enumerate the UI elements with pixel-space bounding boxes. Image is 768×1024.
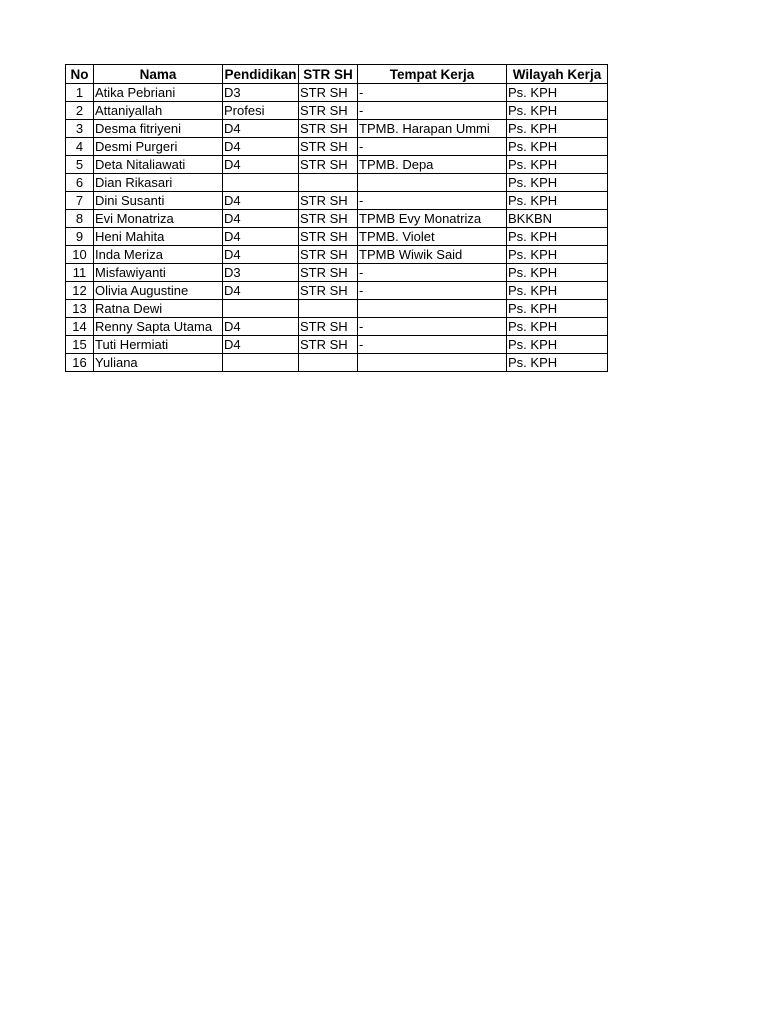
header-str-sh: STR SH bbox=[299, 65, 358, 84]
table-row bbox=[66, 210, 608, 228]
cell-tempat-kerja: - bbox=[358, 264, 507, 282]
cell-str-sh bbox=[299, 174, 358, 192]
cell-tempat-kerja: - bbox=[358, 318, 507, 336]
table-row bbox=[66, 336, 608, 354]
data-table bbox=[65, 64, 608, 372]
cell-tempat-kerja: - bbox=[358, 282, 507, 300]
cell-str-sh: STR SH bbox=[299, 318, 358, 336]
cell-nama: Yuliana bbox=[94, 354, 223, 372]
cell-str-sh: STR SH bbox=[299, 192, 358, 210]
cell-no: 5 bbox=[66, 156, 94, 174]
cell-wilayah-kerja: Ps. KPH bbox=[507, 246, 608, 264]
cell-tempat-kerja bbox=[358, 174, 507, 192]
cell-no: 7 bbox=[66, 192, 94, 210]
table-body bbox=[66, 84, 608, 372]
cell-str-sh: STR SH bbox=[299, 282, 358, 300]
cell-pendidikan bbox=[223, 354, 299, 372]
cell-tempat-kerja: - bbox=[358, 138, 507, 156]
cell-tempat-kerja: - bbox=[358, 192, 507, 210]
cell-str-sh: STR SH bbox=[299, 264, 358, 282]
cell-pendidikan: D3 bbox=[223, 84, 299, 102]
header-no: No bbox=[66, 65, 94, 84]
cell-pendidikan bbox=[223, 174, 299, 192]
table-header bbox=[66, 65, 608, 84]
cell-no: 15 bbox=[66, 336, 94, 354]
table-row bbox=[66, 192, 608, 210]
cell-nama: Inda Meriza bbox=[94, 246, 223, 264]
table-row bbox=[66, 102, 608, 120]
cell-wilayah-kerja: Ps. KPH bbox=[507, 102, 608, 120]
table-row bbox=[66, 354, 608, 372]
cell-pendidikan: D3 bbox=[223, 264, 299, 282]
cell-str-sh: STR SH bbox=[299, 84, 358, 102]
cell-nama: Tuti Hermiati bbox=[94, 336, 223, 354]
cell-pendidikan: D4 bbox=[223, 318, 299, 336]
table-row bbox=[66, 264, 608, 282]
table-row bbox=[66, 300, 608, 318]
cell-nama: Renny Sapta Utama bbox=[94, 318, 223, 336]
cell-str-sh: STR SH bbox=[299, 246, 358, 264]
cell-tempat-kerja bbox=[358, 300, 507, 318]
cell-pendidikan: D4 bbox=[223, 336, 299, 354]
cell-no: 10 bbox=[66, 246, 94, 264]
cell-pendidikan: D4 bbox=[223, 192, 299, 210]
cell-no: 12 bbox=[66, 282, 94, 300]
cell-no: 8 bbox=[66, 210, 94, 228]
table-row bbox=[66, 120, 608, 138]
cell-nama: Misfawiyanti bbox=[94, 264, 223, 282]
cell-no: 6 bbox=[66, 174, 94, 192]
table-row bbox=[66, 318, 608, 336]
cell-nama: Attaniyallah bbox=[94, 102, 223, 120]
cell-wilayah-kerja: Ps. KPH bbox=[507, 354, 608, 372]
cell-tempat-kerja: TPMB Evy Monatriza bbox=[358, 210, 507, 228]
cell-tempat-kerja: TPMB. Violet bbox=[358, 228, 507, 246]
cell-str-sh: STR SH bbox=[299, 210, 358, 228]
cell-wilayah-kerja: Ps. KPH bbox=[507, 318, 608, 336]
cell-wilayah-kerja: Ps. KPH bbox=[507, 84, 608, 102]
cell-nama: Deta Nitaliawati bbox=[94, 156, 223, 174]
cell-no: 9 bbox=[66, 228, 94, 246]
table-row bbox=[66, 156, 608, 174]
cell-wilayah-kerja: Ps. KPH bbox=[507, 174, 608, 192]
cell-wilayah-kerja: Ps. KPH bbox=[507, 282, 608, 300]
cell-no: 4 bbox=[66, 138, 94, 156]
header-row bbox=[66, 65, 608, 84]
cell-no: 11 bbox=[66, 264, 94, 282]
cell-pendidikan: D4 bbox=[223, 228, 299, 246]
header-pendidikan: Pendidikan bbox=[224, 66, 297, 82]
cell-wilayah-kerja: Ps. KPH bbox=[507, 138, 608, 156]
cell-nama: Desma fitriyeni bbox=[94, 120, 223, 138]
cell-wilayah-kerja: Ps. KPH bbox=[507, 120, 608, 138]
cell-tempat-kerja: TPMB. Depa bbox=[358, 156, 507, 174]
table-row bbox=[66, 246, 608, 264]
cell-str-sh bbox=[299, 354, 358, 372]
cell-nama: Atika Pebriani bbox=[94, 84, 223, 102]
cell-pendidikan: D4 bbox=[223, 138, 299, 156]
cell-str-sh: STR SH bbox=[299, 120, 358, 138]
header-tempat-kerja: Tempat Kerja bbox=[358, 65, 507, 84]
cell-nama: Dini Susanti bbox=[94, 192, 223, 210]
cell-wilayah-kerja: BKKBN bbox=[507, 210, 608, 228]
cell-str-sh bbox=[299, 300, 358, 318]
cell-wilayah-kerja: Ps. KPH bbox=[507, 156, 608, 174]
cell-pendidikan: D4 bbox=[223, 156, 299, 174]
cell-tempat-kerja bbox=[358, 354, 507, 372]
cell-nama: Evi Monatriza bbox=[94, 210, 223, 228]
cell-pendidikan: D4 bbox=[223, 282, 299, 300]
cell-pendidikan: D4 bbox=[223, 246, 299, 264]
table-row bbox=[66, 228, 608, 246]
cell-wilayah-kerja: Ps. KPH bbox=[507, 264, 608, 282]
cell-nama: Olivia Augustine bbox=[94, 282, 223, 300]
cell-wilayah-kerja: Ps. KPH bbox=[507, 192, 608, 210]
cell-nama: Desmi Purgeri bbox=[94, 138, 223, 156]
cell-no: 3 bbox=[66, 120, 94, 138]
cell-tempat-kerja: - bbox=[358, 336, 507, 354]
cell-str-sh: STR SH bbox=[299, 228, 358, 246]
table-row bbox=[66, 282, 608, 300]
header-wilayah-kerja: Wilayah Kerja bbox=[507, 65, 608, 84]
table-row bbox=[66, 84, 608, 102]
cell-nama: Dian Rikasari bbox=[94, 174, 223, 192]
cell-pendidikan: Profesi bbox=[223, 102, 299, 120]
cell-no: 2 bbox=[66, 102, 94, 120]
cell-wilayah-kerja: Ps. KPH bbox=[507, 228, 608, 246]
cell-no: 13 bbox=[66, 300, 94, 318]
cell-tempat-kerja: - bbox=[358, 84, 507, 102]
cell-pendidikan: D4 bbox=[223, 210, 299, 228]
cell-wilayah-kerja: Ps. KPH bbox=[507, 336, 608, 354]
header-nama: Nama bbox=[94, 65, 223, 84]
cell-tempat-kerja: TPMB Wiwik Said bbox=[358, 246, 507, 264]
table-row bbox=[66, 174, 608, 192]
table-row bbox=[66, 138, 608, 156]
cell-no: 16 bbox=[66, 354, 94, 372]
cell-str-sh: STR SH bbox=[299, 156, 358, 174]
cell-nama: Ratna Dewi bbox=[94, 300, 223, 318]
cell-tempat-kerja: - bbox=[358, 102, 507, 120]
cell-str-sh: STR SH bbox=[299, 102, 358, 120]
cell-tempat-kerja: TPMB. Harapan Ummi bbox=[358, 120, 507, 138]
cell-no: 1 bbox=[66, 84, 94, 102]
cell-pendidikan bbox=[223, 300, 299, 318]
cell-nama: Heni Mahita bbox=[94, 228, 223, 246]
cell-no: 14 bbox=[66, 318, 94, 336]
cell-pendidikan: D4 bbox=[223, 120, 299, 138]
cell-wilayah-kerja: Ps. KPH bbox=[507, 300, 608, 318]
cell-str-sh: STR SH bbox=[299, 336, 358, 354]
cell-str-sh: STR SH bbox=[299, 138, 358, 156]
